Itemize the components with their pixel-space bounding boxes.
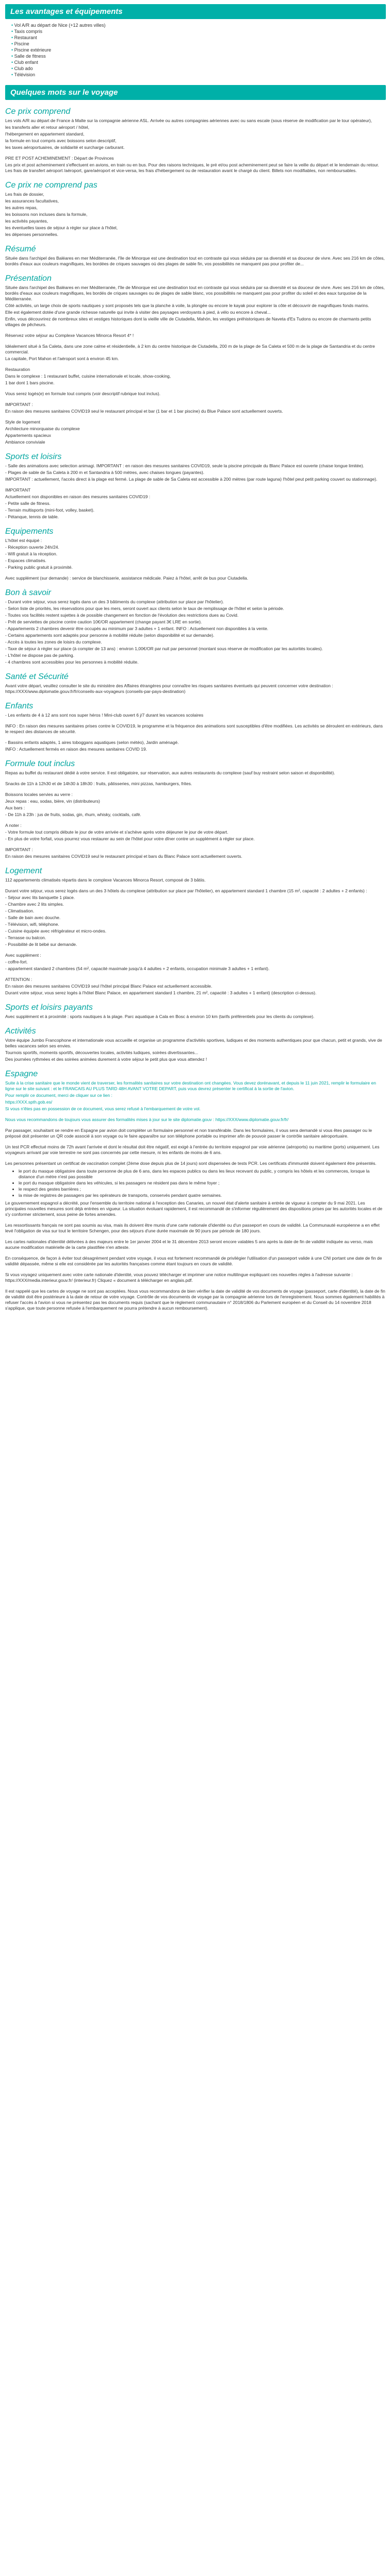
equipment-item: • Vol A/R au départ de Nice (+12 autres villes)	[11, 22, 386, 28]
equipment-banner: Les avantages et équipements	[5, 4, 386, 19]
equipment-item: • Restaurant	[11, 35, 386, 41]
text-paragraph: Si vous voyagez uniquement avec votre carte nationale d'identité, vous pouvez télécharger et imprimer une notice multilingue expliquant ces nouvelles règles à l'adresse suivante : https://XXX/media.interieur.gouv.fr/ (interieur.fr) Cliquez « document à télécharger en anglais.pdf.	[5, 1272, 353, 1283]
text-paragraph: Idéalement situé à Sa Caleta, dans une zone calme et résidentielle, à 2 km du centre historique de Ciutadella, 200 m de la plage de Sa Caleta et 500 m de la plage de Santandria et du centre commercial.	[5, 344, 375, 354]
text-line: les taxes aéroportuaires, de solidarité et surcharge carburant.	[5, 145, 125, 150]
section-title: Sports et loisirs payants	[5, 1003, 93, 1012]
text-line: Aux bars :	[5, 805, 25, 810]
section-equipements	[5, 527, 386, 581]
text-line: - Prêt de serviettes de piscine contre caution 10€/OR appartement (change payant 3€ LRE en sortie).	[5, 619, 202, 624]
section-title: Bon à savoir	[5, 588, 51, 597]
text-line: - Réception ouverte 24h/24.	[5, 545, 59, 550]
text-line: - Cuisine équipée avec réfrigérateur et micro-ondes.	[5, 928, 107, 934]
text-line: Les vols A/R au départ de France à Malte sur la compagnie aérienne ASL. Arrivée ou autres compagnies aériennes avec ou sans escale (sous réserve de modification par le tour opérateur),	[5, 118, 372, 123]
text-line: En raison des mesures sanitaires COVID19 seul le restaurant principal et bars du Blanc Palace sont actuellement ouverts.	[5, 854, 242, 859]
text-line: - Télévision, wifi, téléphone.	[5, 922, 59, 927]
section-price-excludes	[5, 181, 386, 238]
text-line: - Pétanque, tennis de table.	[5, 514, 59, 519]
section-title: Ce prix ne comprend pas	[5, 181, 97, 190]
text-paragraph: Enfin, vous découvrirez de nombreux sites et vestiges historiques dont la vieille ville de Ciutadella, Mahón, les vestiges préhistoriques de Naveta d'Es Tudons ou encore de charmants petits villages de pêcheurs.	[5, 316, 371, 327]
text-line: En raison des mesures sanitaires COVID19 seul l'hôtel principal Blanc Palace est actuellement accessible.	[5, 984, 213, 989]
text-line: Jeux repas : eau, sodas, bière, vin (distributeurs)	[5, 799, 100, 804]
section-good-to-know	[5, 588, 386, 665]
text-line: les transferts aller et retour aéroport / hôtel,	[5, 125, 89, 130]
section-title: Santé et Sécurité	[5, 672, 69, 681]
text-line: ATTENTION :	[5, 977, 32, 982]
text-line: - 4 chambres sont accessibles pour les personnes à mobilité réduite.	[5, 659, 139, 665]
section-title: Espagne	[5, 1070, 38, 1078]
text-line: En raison des mesures sanitaires COVID19 seul le restaurant principal et bar (1 bar et 1 bar piscine) du Blue Palace sont actuellement ouverts.	[5, 409, 283, 414]
text-line: 112 appartements climatisés répartis dans le complexe Vacances Minorca Resort, composé de 3 bâtiis.	[5, 877, 206, 883]
text-line: - Plages de sable de Sa Caleta à 200 m et Santandria à 500 mètres, avec chaises longues (payantes).	[5, 470, 205, 475]
text-paragraph: Les personnes présentant un certificat de vaccination complet (2ème dose depuis plus de 14 jours) sont dispensées de tests PCR. Les certificats d'immunité doivent également être présentés.	[5, 1161, 377, 1166]
text-line: Avec supplément :	[5, 953, 41, 958]
section-activities	[5, 1027, 386, 1062]
equipment-item: • Club ado	[11, 65, 386, 72]
text-line: les boissons non incluses dans la formule,	[5, 212, 88, 217]
text-line: - Salle de bain avec douche.	[5, 915, 61, 920]
text-line: Si vous n'êtes pas en possession de ce document, vous serez refusé à l'embarquement de votre vol.	[5, 1106, 201, 1111]
text-line: PRE ET POST ACHEMINEMENT : Départ de Provinces	[5, 156, 114, 161]
text-paragraph: Située dans l'archipel des Baléares en mer Méditerranée, l'île de Minorque est une destination tout en contraste qui vous séduira par sa diversité et sa douceur de vivre. Avec ses 216 km de côtes, bordés d'eaux aux couleurs magnifiques, les bordés de criques sauvages ou de plages de sable blanc, vos possibilités ne manquent pas pour profiter du soleil et des eaux turquoise de la Méditerranée.	[5, 285, 385, 301]
section-spain	[5, 1070, 386, 1311]
text-line: les assurances facultatives,	[5, 198, 59, 204]
section-health-safety	[5, 672, 386, 694]
text-line: - Climatisation.	[5, 908, 35, 913]
text-line: Durant votre séjour, vous serez logés à l'hôtel Blanc Palace, en appartement standard 1 chambre, 21 m², capacité : 3 adultes + 1 enfant) (description ci-dessus).	[5, 990, 317, 995]
text-line: Ambiance conviviale	[5, 439, 45, 445]
text-paragraph: Il est rappelé que les cartes de voyage ne sont pas acceptées. Nous vous recommandons de bien vérifier la date de validité de vos documents de voyage (passeport, carte d'identité), la date de fin de validité doit être postérieure à la date de retour de votre voyage. Contrôle de vos documents de voyage par la compagnie aérienne lors de l'enregistrement. Nous sommes également habilités à refuser l'accès à l'avion si vous ne présentez pas les documents requis (sachant que le règlement communautaire n° 2018/1806 du Parlement européen et du Conseil du 14 novembre 2018 s'applique, que toute personne refusée à l'embarquement ne pourra prétendre à aucun remboursement).	[5, 1289, 385, 1311]
text-line: les activités payantes,	[5, 218, 48, 224]
text-line: - Certains appartements sont adaptés pour personne à mobilité réduite (selon disponibilité et sur demande).	[5, 633, 215, 638]
equipment-item: • Piscine extérieure	[11, 47, 386, 53]
text-line: Appartements spacieux	[5, 433, 51, 438]
text-line: 1 bar dont 1 bars piscine.	[5, 380, 55, 385]
section-presentation	[5, 274, 386, 445]
section-title: Logement	[5, 867, 42, 875]
text-line: IMPORTANT	[5, 487, 31, 493]
text-line: IMPORTANT : actuellement, l'accès direct à la plage est fermé. La plage de sable de Sa Caleta est accessible à 200 mètres (par route laguna) l'hôtel peut petit parking couvert ou stationnage).	[5, 477, 378, 482]
text-line: INFO : Actuellement fermés en raison des mesures sanitaires COVID 19.	[5, 747, 147, 752]
equipment-item: • Club enfant	[11, 59, 386, 65]
list-item: • le port du masque obligatoire dans les véhicules, si les passagers ne résident pas dans le même foyer ;	[19, 1180, 386, 1186]
text-line: - L'hôtel ne dispose pas de parking.	[5, 653, 74, 658]
section-title: Activités	[5, 1027, 36, 1036]
text-line: - appartement standard 2 chambres (54 m², capacité maximale jusqu'à 4 adultes + 2 enfants, occupation minimale 3 adultes + 1 enfant).	[5, 966, 270, 971]
text-line: - Wifi gratuit à la réception.	[5, 551, 58, 556]
text-paragraph: Avec supplément et à proximité : sports nautiques à la plage. Parc aquatique à Cala en Bosc à environ 10 km (tarifs préférentiels pour les clients du complexe).	[5, 1014, 315, 1019]
text-paragraph: Les ressortissants français ne sont pas soumis au visa, mais ils doivent être munis d'une carte nationale d'identité ou d'un passeport en cours de validité. La Communauté européenne a en effet levé l'obligation de visa sur tout le territoire Schengen, pour des séjours d'une durée maximale de 90 jours par période de 180 jours.	[5, 1223, 380, 1233]
text-line: IMPORTANT :	[5, 402, 33, 407]
text-line: Dans le complexe : 1 restaurant buffet, cuisine internationale et locale, show-cooking,	[5, 374, 171, 379]
section-title: Formule tout inclus	[5, 759, 75, 768]
text-line: Votre équipe Jumbo Francophone et internationale vous accueille et organise un programme d'activités sportives, ludiques et des moments authentiques pour que chacun, petit et grands, vive de belles vacances selon ses envies.	[5, 1038, 382, 1048]
section-sports	[5, 452, 386, 520]
section-paid-sports	[5, 1003, 386, 1020]
text-line: la formule en tout compris avec boissons selon descriptif,	[5, 138, 117, 143]
text-line: Durant votre séjour, vous serez logés dans un des 3 hôtels du complexe (attribution sur place par l'hôtelier), en appartement standard 1 chambre (15 m², capacité : 2 adultes + 2 enfants) :	[5, 888, 367, 893]
text-line: INFO : En raison des mesures sanitaires prises contre le COVID19, le programme et la fréquence des animations sont susceptibles d'être modifiées. Les activités se déroulent en extérieurs, dans le respect des distances de sécurité.	[5, 723, 383, 734]
text-paragraph: Suite à la crise sanitaire que le monde vient de traverser, les formalités sanitaires sur votre destination ont changées. Vous devez dorénavant, et depuis le 11 juin 2021, remplir le formulaire en ligne sur le site suivant : et le FRANCAIS AU PLUS TARD 48H AVANT VOTRE DEPART, puis vous devrez présenter le certificat à la sortie de l'avion.	[5, 1080, 376, 1091]
text-line: - Durant votre séjour, vous serez logés dans un des 3 bâtiments du complexe (attribution sur place par l'hôtelier).	[5, 599, 224, 604]
text-paragraph: La capitale, Port Mahon et l'aéroport sont à environ 45 km.	[5, 356, 119, 361]
text-line: - Possibilité de lit bébé sur demande.	[5, 942, 77, 947]
equipment-item: • Télévision	[11, 72, 386, 78]
equipment-list	[11, 22, 386, 78]
text-line: Actuellement non disponibles en raison des mesures sanitaires COVID19 :	[5, 494, 151, 499]
text-line: - Séjour avec lits banquette 1 place.	[5, 895, 75, 900]
text-paragraph: Réservez votre séjour au Complexe Vacances Minorca Resort 4* !	[5, 333, 134, 338]
text-line: Style de logement	[5, 419, 41, 425]
text-line: Les prix et post acheminement s'effectuent en avions, en train ou en bus. Pour des raisons techniques, le pré et/ou post acheminement peut se faire la veille du départ et le lendemain du retour. Les frais de transfert aéroport /aéroport, gare/aéroport et vice-versa, les frais d'hébergement ou de restauration avant le chargé du client. Billets non modifiables, non remboursables.	[5, 162, 379, 173]
section-title: Résumé	[5, 245, 36, 253]
list-item: • le respect des gestes barrières ;	[19, 1187, 386, 1192]
text-paragraph: Avant votre départ, veuillez consulter le site du ministère des Affaires étrangères pour connaître les risques sanitaires éventuels qui peuvent concerner votre destination : https://XXX/www.diplomatie.gouv.fr/fr/conseils-aux-voyageurs (conseils-par-pays-destination)	[5, 683, 333, 694]
text-paragraph: Située dans l'archipel des Baléares en mer Méditerranée, l'île de Minorque est une destination tout en contraste qui vous séduira par sa diversité et sa douceur de vivre. Avec ses 216 km de côtes, bordés d'eaux aux couleurs magnifiques, les bordées de criques sauvages où des plages de sable fin, vos possibilités ne manquent pas pour profiter de...	[5, 256, 385, 266]
text-line: les autres repas,	[5, 205, 38, 210]
text-line: Avec supplément (sur demande) : service de blanchisserie, assistance médicale. Paiez à l'hôtel, arrêt de bus pour Ciutadella.	[5, 575, 249, 581]
text-line: - Votre formule tout compris débute le jour de votre arrivée et s'achève après votre déjeuner le jour de votre départ.	[5, 829, 229, 835]
text-paragraph: Les cartes nationales d'identité délivrées à des majeurs entre le 1er janvier 2004 et le 31 décembre 2013 seront encore valables 5 ans après la date de fin de validité indiquée au verso, mais aucune modification matérielle de la carte plastifiée n'en atteste.	[5, 1239, 373, 1250]
measures-list	[19, 1168, 386, 1198]
text-paragraph: Le gouvernement espagnol a décrété, pour l'ensemble du territoire national à l'exception des Canaries, un nouvel état d'alerte sanitaire à entrée de vigueur à compter du 9 mai 2021. Les principales nouvelles mesures sont déjà entrées en vigueur. La situation évoluant rapidement, il est recommandé de s'informer régulièrement des dispositions prises par les autorités locales et de s'y conformer strictement, sous peine de fortes amendes.	[5, 1200, 383, 1217]
section-price-includes	[5, 107, 386, 174]
text-line: - coffre-fort.	[5, 959, 28, 964]
info-banner: Quelques mots sur le voyage	[5, 85, 386, 100]
section-title: Enfants	[5, 702, 34, 710]
text-line: Les frais de dossier,	[5, 192, 44, 197]
text-line: - Petite salle de fitness.	[5, 501, 51, 506]
text-line: - Appartements 2 chambres devenir être occupés au minimum par 3 adultes + 1 enfant. INFO : Actuellement non disponibles à la vente.	[5, 626, 269, 631]
equipment-item: • Piscine	[11, 41, 386, 47]
text-line: IMPORTANT :	[5, 847, 33, 852]
equipment-item: • Salle de fitness	[11, 53, 386, 59]
text-paragraph: Par passager, souhaitant se rendre en Espagne par avion doit compléter un formulaire personnel et non transférable. Dans les formulaires, il vous sera demandé si vous êtes passager ou le préposé doit présenter un QR code associé à son voyage ou le faire apparaître sur son téléphone portable ou imprimer afin de pouvoir passer le contrôle sanitaire aéroportuaire.	[5, 1128, 372, 1139]
text-line: les éventuelles taxes de séjour à régler sur place à l'hôtel,	[5, 225, 118, 230]
text-line: - Selon liste de priorités, les réservations pour que les mers, seront ouvert aux clients selon le taux de remplissage de l'hôtel et selon la période.	[5, 606, 284, 611]
text-line: - Toutes vos facilités restent sujettes à de possible changement en fonction de l'évolution des restrictions dues au Covid.	[5, 613, 239, 618]
text-line: A noter :	[5, 823, 22, 828]
text-line: Architecture minorquaise du complexe	[5, 426, 80, 431]
text-line: Des journées rythmées et des soirées animées durement à votre séjour le petit plus que vous attendez !	[5, 1057, 207, 1062]
text-line: - Taxe de séjour à régler sur place (à compter de 13 ans) : environ 1,00€/OR par nuit par personnel (montant sous réserve de modification par les autorités locales).	[5, 646, 323, 651]
text-line: Repas au buffet du restaurant dédié à votre service. Il est obligatoire, sur réservation, aux autres restaurants du complexe (sauf buy restraint selon saison et disponibilité).	[5, 770, 335, 775]
text-line: Tournois sportifs, moments sportifs, découvertes locales, activités ludiques, soirées divertissantes...	[5, 1050, 199, 1055]
text-line: Pour remplir ce document, merci de cliquer sur ce lien :	[5, 1093, 112, 1098]
text-line: - Salle des animations avec selection animagi. IMPORTANT : en raison des mesures sanitaires COVID19, seule la piscine principale du Blanc Palace est ouverte (chaise longue limitée).	[5, 463, 364, 468]
text-line: Snacks de 11h à 12h30 et de 14h30 à 18h30 : fruits, pâtisseries, mini pizzas, hamburgers, frites.	[5, 781, 192, 786]
list-item: • la mise de registres de passagers par les opérateurs de transports, conservés pendant quatre semaines.	[19, 1193, 386, 1198]
section-children	[5, 702, 386, 752]
text-line: l'hébergement en appartement standard,	[5, 131, 85, 137]
section-all-inclusive	[5, 759, 386, 859]
section-title: Sports et loisirs	[5, 452, 62, 461]
section-title: Présentation	[5, 274, 52, 283]
text-line: - Accès à toutes les zones de loisirs du complexe.	[5, 639, 102, 645]
text-line: Boissons locales servies au verre :	[5, 792, 73, 797]
text-line: - Terrasse ou balcon.	[5, 935, 46, 940]
text-paragraph: Côté activités, un large choix de sports nautiques y sont proposés tels que la planche à voile, la plongée ou encore le kayak pour explorer la côte et découvrir de magnifiques fonds marins.	[5, 303, 369, 308]
text-line: - Les enfants de 4 à 12 ans sont nos super héros ! Mini-club ouvert 6 j/7 durant les vacances scolaires	[5, 713, 204, 718]
link-diplomatie[interactable]: Nous vous recommandons de toujours vous assurer des formalités mises à jour sur le site diplomatie.gouv : https://XXX/www.diplomatie.gouv.fr/fr/	[5, 1117, 289, 1122]
text-line: - Chambre avec 2 lits simples.	[5, 902, 64, 907]
text-line: Vous serez logés(e) en formule tout compris (voir descriptif rubrique tout inclus).	[5, 391, 160, 396]
section-summary	[5, 245, 386, 267]
text-paragraph: Un test PCR effectué moins de 72h avant l'arrivée et dont le résultat doit être négatif, est exigé à l'entrée du territoire espagnol par voie aérienne (aéroports) ou maritime (ports) uniquement. Les voyageurs arrivant par voie terrestre ne sont pas concernés par cette mesure, ni les enfants de moins de 6 ans.	[5, 1144, 380, 1155]
text-line: - Bassins enfants adaptés, 1 aires toboggans aquatiques (selon météo), Jardin aménagé.	[5, 740, 179, 745]
text-line: - Terrain multisports (mini-foot, volley, basket).	[5, 507, 95, 513]
section-title: Ce prix comprend	[5, 107, 71, 116]
text-line: - Espaces climatisés.	[5, 558, 46, 563]
text-paragraph: Elle est également dotée d'une grande richesse naturelle qui invite à visiter des paysages verdoyants à pied, à vélo ou encore à cheval...	[5, 310, 271, 315]
text-line: les dépenses personnelles.	[5, 232, 59, 237]
text-paragraph: En conséquence, de façon à éviter tout désagrément pendant votre voyage, il vous est fortement recommandé de privilégier l'utilisation d'un passeport valide à une CNI portant une date de fin de validité dépassée, même si elle est considérée par les autorités françaises comme étant toujours en cours de validité.	[5, 1256, 382, 1266]
list-item: • le port du masque obligatoire dans toute personne de plus de 6 ans, dans les espaces publics ou dans les lieux recevant du public, y compris les hôtels et les commerces, lorsque la distance d'un mètre n'est pas possible	[19, 1168, 386, 1180]
section-lodging	[5, 867, 386, 996]
text-line: L'hôtel est équipé :	[5, 538, 42, 543]
text-line: - De 11h à 23h : jus de fruits, sodas, gin, rhum, whisky, cocktails, café.	[5, 812, 141, 817]
text-line: - En plus de votre forfait, vous pourrez vous restaurer au sein de l'hôtel pour votre dîner contre un supplément à régler sur place.	[5, 836, 255, 841]
equipment-item: • Taxis compris	[11, 28, 386, 35]
text-line: - Parking public gratuit à proximité.	[5, 565, 73, 570]
section-title: Equipements	[5, 527, 54, 536]
text-line: Restauration	[5, 367, 30, 372]
link-health-form[interactable]: https://XXX.spth.gob.es/	[5, 1099, 53, 1105]
